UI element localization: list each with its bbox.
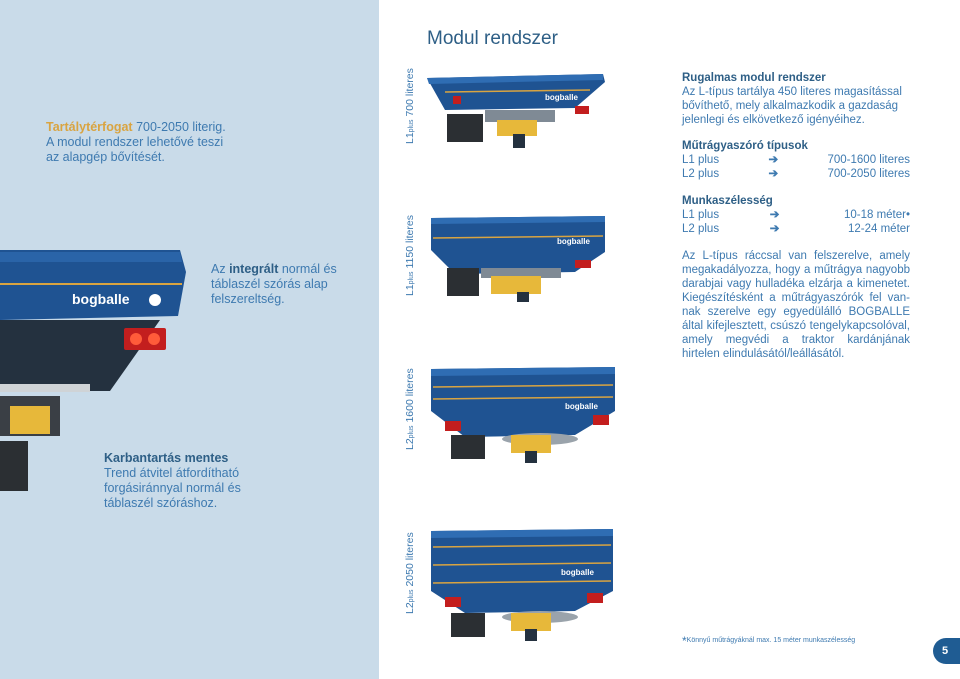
spreader-types-heading: Műtrágyaszóró típusok: [682, 140, 808, 152]
svg-text:bogballe: bogballe: [561, 568, 594, 577]
model-label-l2-2050: L2plus 2050 literes: [404, 532, 416, 614]
svg-text:bogballe: bogballe: [557, 237, 590, 246]
arrow-right-icon: ➔: [768, 154, 779, 166]
spreader-photo-l1-1150: [425, 212, 610, 302]
working-width-heading: Munkaszélesség: [682, 195, 773, 207]
spreader-photo-l2-1600: [425, 365, 620, 465]
spreader-photo-l1-700: [425, 70, 610, 150]
arrow-right-icon: ➔: [769, 209, 780, 221]
svg-text:bogballe: bogballe: [545, 93, 578, 102]
flexible-module-text: Az L-típus tartálya 450 literes magasítással bővíthető, mely alkalmazkodik a gazdaság jelenlegi és elkövetkező igényéihez.: [682, 86, 902, 126]
flexible-module-section: [682, 71, 910, 127]
width-row: L1 plus ➔ 10-18 méter•: [682, 209, 910, 221]
page-number: 5: [933, 638, 960, 664]
flexible-module-heading: Rugalmas modul rendszer: [682, 72, 826, 84]
svg-text:bogballe: bogballe: [565, 402, 598, 411]
model-label-l1-700: L1plus 700 literes: [404, 68, 416, 144]
spreader-photo-l2-2050: [425, 527, 620, 642]
footnote: *Könnyű műtrágyáknál max. 15 méter munkaszélesség: [682, 634, 856, 648]
model-label-l1-1150: L1plus 1150 literes: [404, 215, 416, 296]
maintenance-note: Karbantartás mentes Trend átvitel átfordítható forgásiránnyal normál és táblaszél szóráshoz.: [104, 451, 241, 510]
type-row: L2 plus ➔ 700-2050 literes: [682, 168, 910, 180]
spreader-types-section: [682, 139, 910, 181]
model-label-l2-1600: L2plus 1600 literes: [404, 368, 416, 450]
grid-description: Az L-típus ráccsal van felszerelve, amely megakadályozza, hogy a műtrágya nagyobb darabjai vagy hulladéka elzárja a kimenetet. Kiegészítésként a műtrágyaszórók fel van-nak szerelve egy egyedülálló BOGBALLE által kifejlesztett, csúszó tengelykapcsolóval, amely megvédi a traktor kardánjának hirtelen elindulásától/leállásától.: [682, 250, 910, 360]
working-width-section: [682, 194, 910, 236]
arrow-right-icon: ➔: [768, 168, 779, 180]
arrow-right-icon: ➔: [769, 223, 780, 235]
integrated-note: Az integrált normál és táblaszél szórás alap felszereltség.: [211, 262, 337, 306]
large-spreader-photo: [0, 246, 200, 506]
svg-text:bogballe: bogballe: [72, 291, 130, 307]
left-panel: [0, 0, 379, 679]
page-title: Modul rendszer: [427, 28, 558, 49]
type-row: L1 plus ➔ 700-1600 literes: [682, 154, 910, 166]
width-row: L2 plus ➔ 12-24 méter: [682, 223, 910, 235]
capacity-note: Tartálytérfogat 700-2050 literig. A modul rendszer lehetővé teszi az alapgép bővítését.: [46, 120, 226, 164]
